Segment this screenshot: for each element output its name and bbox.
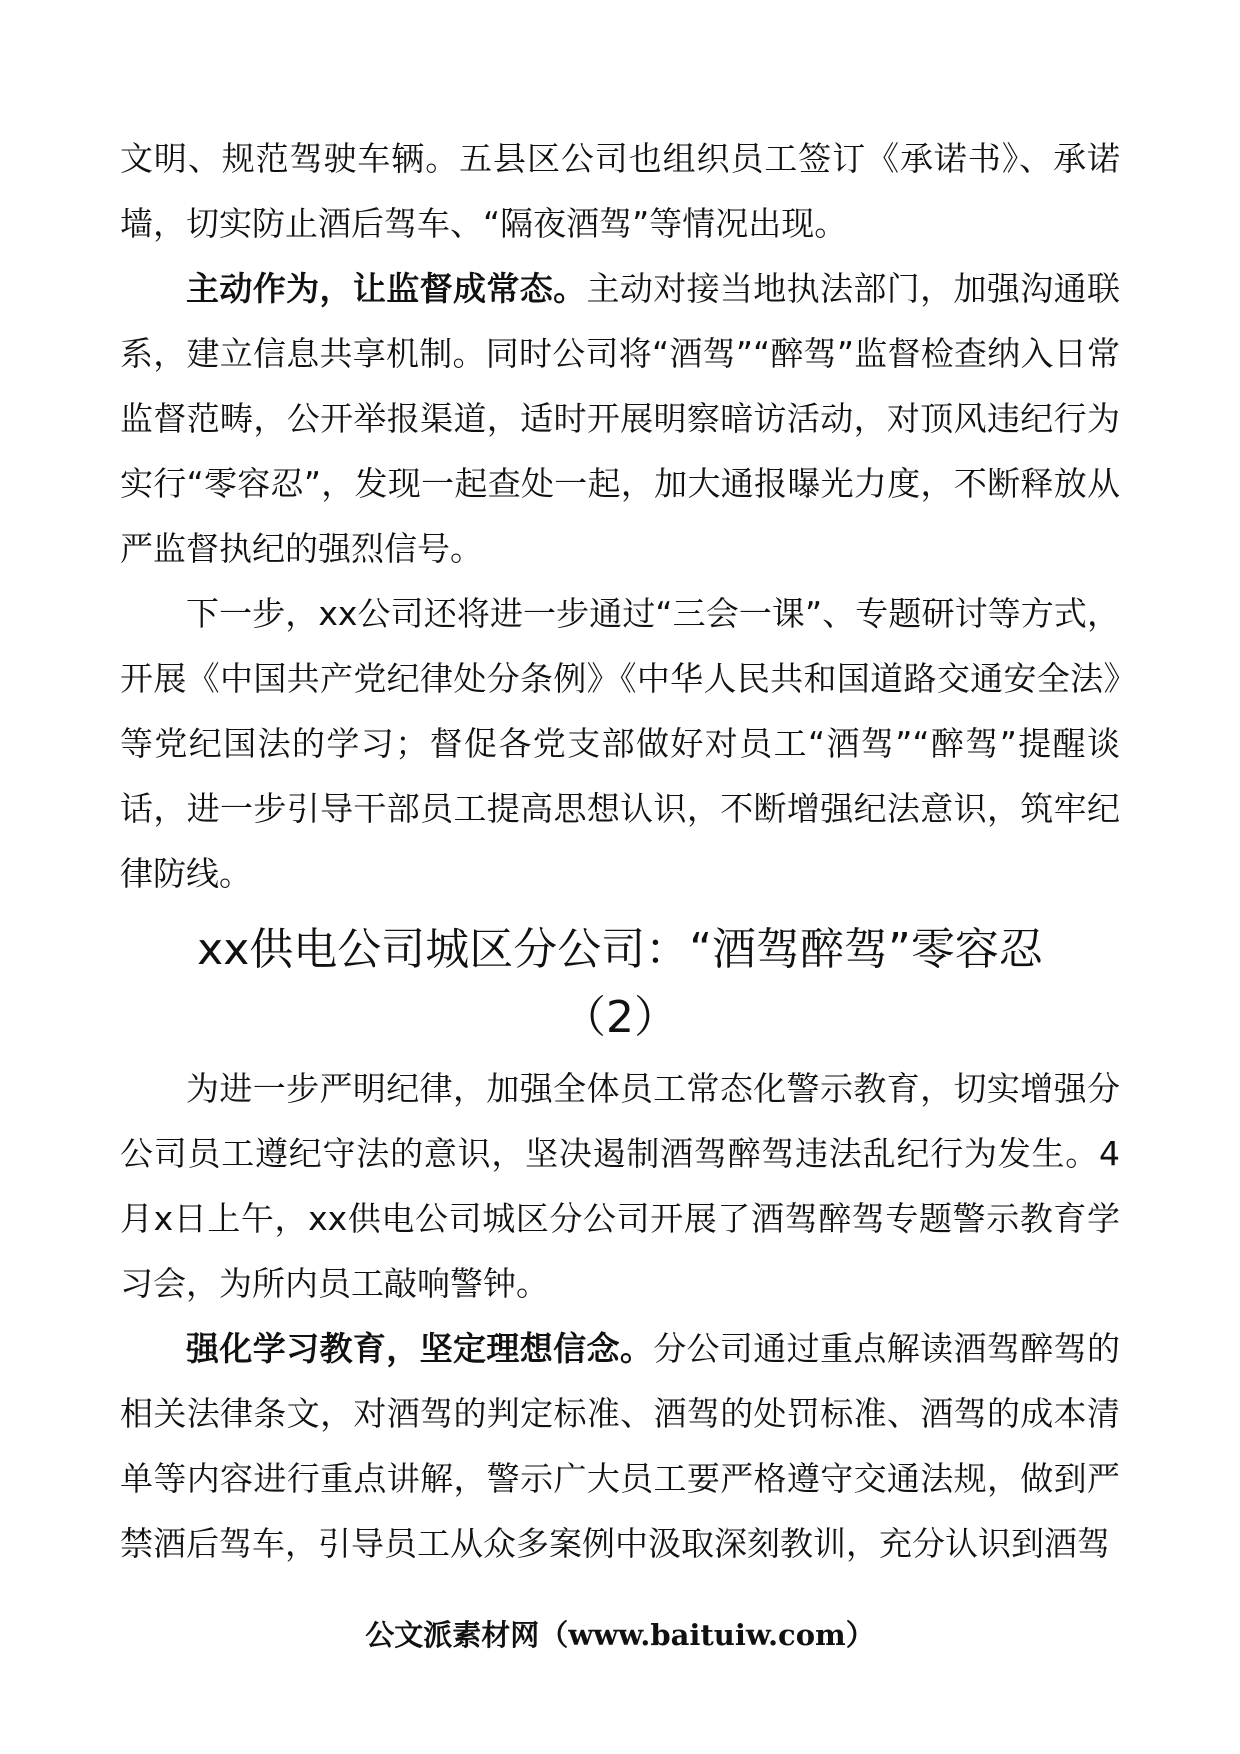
paragraph-supervision xyxy=(120,256,1120,581)
heading-line-1: xx供电公司城区分公司：“酒驾醉驾”零容忍 xyxy=(197,924,1043,975)
paragraph-text: 主动对接当地执法部门，加强沟通联系，建立信息共享机制。同时公司将“酒驾”“醉驾”监督检查纳入日常监督范畴，公开举报渠道，适时开展明察暗访活动，对顶风违纪行为实行“零容忍”，发现一起查处一起，加大通报曝光力度，不断释放从严监督执纪的强烈信号。 xyxy=(120,269,1121,568)
document-body xyxy=(120,126,1120,1576)
paragraph-next-step xyxy=(120,581,1120,906)
footer-watermark: 公文派素材网（www.baituiw.com） xyxy=(365,1618,875,1652)
paragraph-text: 为进一步严明纪律，加强全体员工常态化警示教育，切实增强分公司员工遵纪守法的意识，坚决遏制酒驾醉驾违法乱纪行为发生。4月x日上午，xx供电公司城区分公司开展了酒驾醉驾专题警示教育学习会，为所内员工敲响警钟。 xyxy=(120,1069,1120,1303)
paragraph-continued xyxy=(120,126,1120,256)
section-heading xyxy=(120,916,1120,1056)
paragraph-text: 分公司通过重点解读酒驾醉驾的相关法律条文，对酒驾的判定标准、酒驾的处罚标准、酒驾的成本清单等内容进行重点讲解，警示广大员工要严格遵守交通法规，做到严禁酒后驾车，引导员工从众多案例中汲取深刻教训，充分认识到酒驾 xyxy=(120,1329,1121,1563)
paragraph-lead: 强化学习教育，坚定理想信念。 xyxy=(186,1329,654,1368)
heading-line-2: （2） xyxy=(562,992,678,1043)
paragraph-lead: 主动作为，让监督成常态。 xyxy=(186,269,587,308)
paragraph-intro xyxy=(120,1056,1120,1316)
paragraph-text: 文明、规范驾驶车辆。五县区公司也组织员工签订《承诺书》、承诺墙，切实防止酒后驾车、“隔夜酒驾”等情况出现。 xyxy=(120,139,1120,243)
paragraph-education xyxy=(120,1316,1120,1576)
paragraph-text: 下一步，xx公司还将进一步通过“三会一课”、专题研讨等方式，开展《中国共产党纪律处分条例》《中华人民共和国道路交通安全法》等党纪国法的学习；督促各党支部做好对员工“酒驾”“醉驾”提醒谈话，进一步引导干部员工提高思想认识，不断增强纪法意识，筑牢纪律防线。 xyxy=(120,594,1120,893)
